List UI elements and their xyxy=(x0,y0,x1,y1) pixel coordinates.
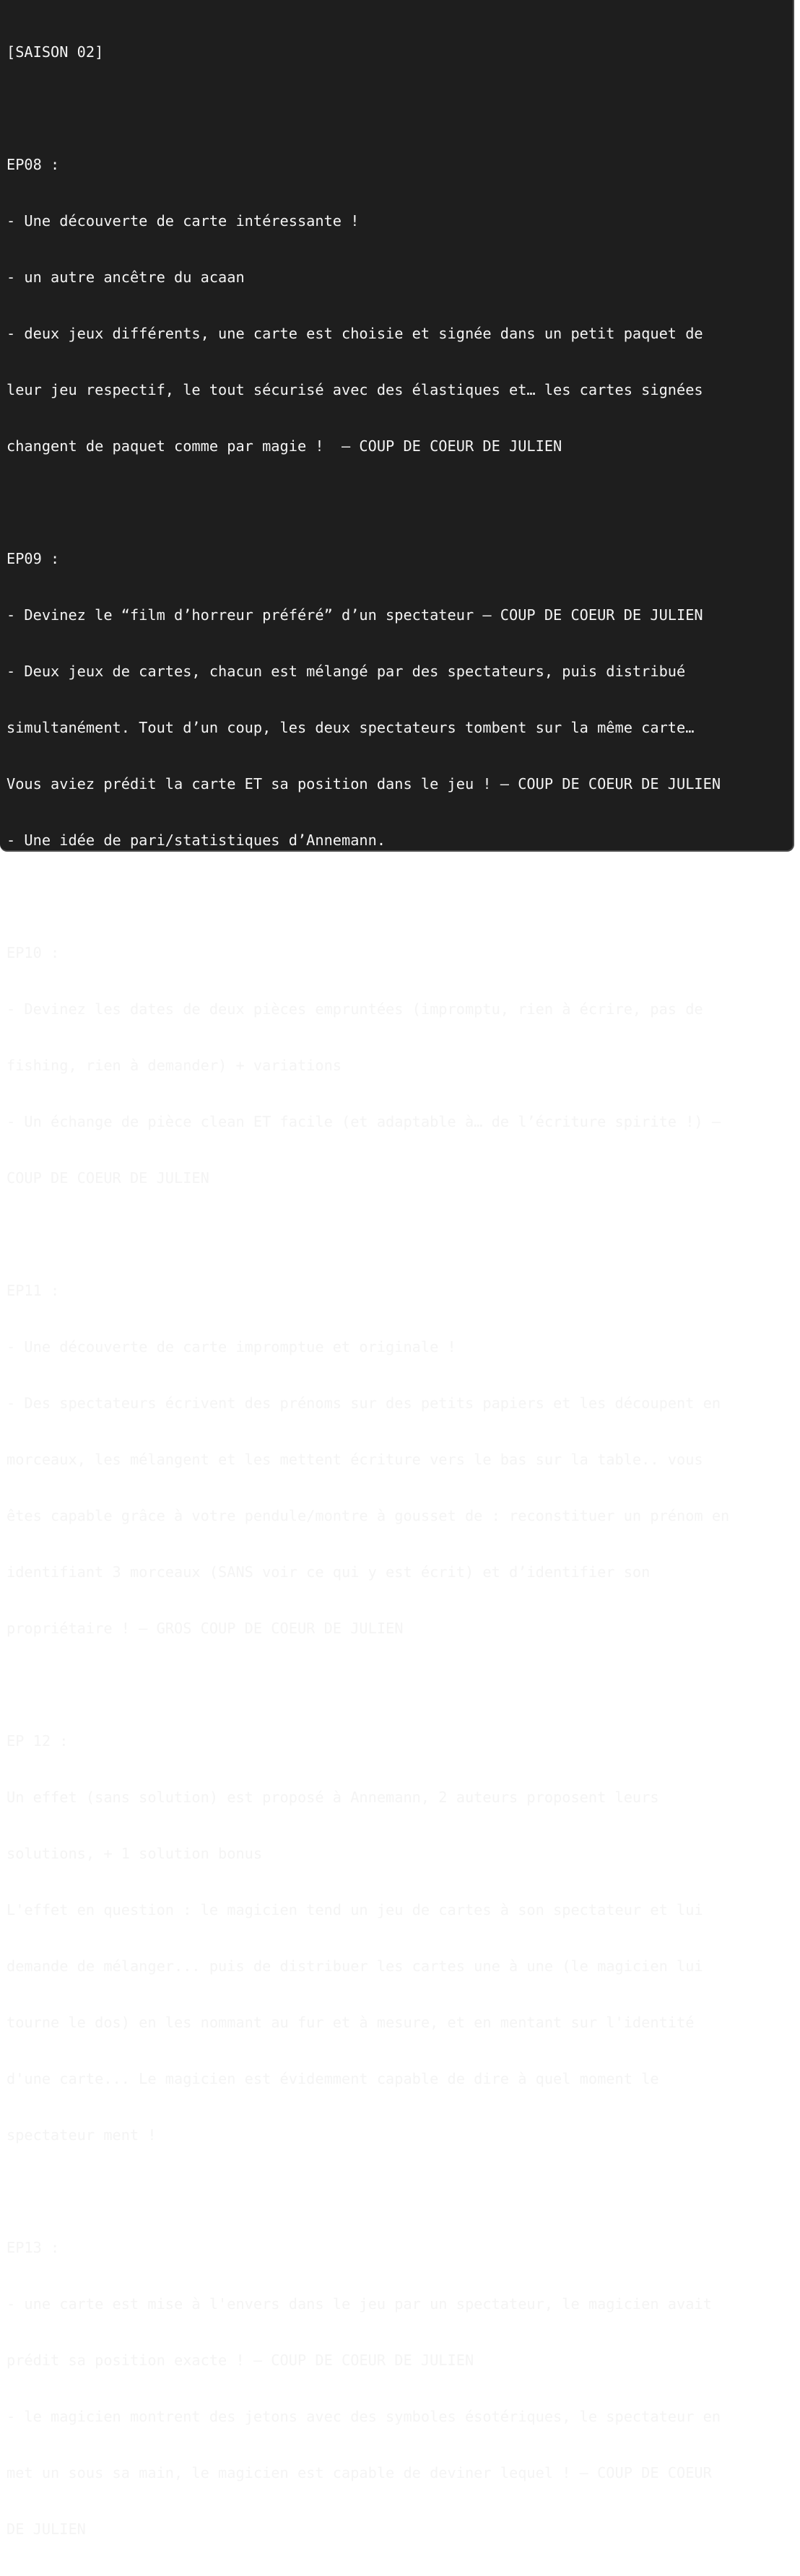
text-line: leur jeu respectif, le tout sécurisé avec des élastiques et… les cartes signées xyxy=(6,381,703,398)
text-line: - Une idée de pari/statistiques d’Annemann. xyxy=(6,831,386,849)
text-line: - un autre ancêtre du acaan xyxy=(6,268,245,286)
text-line xyxy=(6,1675,795,1694)
text-line: prédit sa position exacte ! – COUP DE COEUR DE JULIEN xyxy=(6,2352,474,2369)
text-line: EP 12 : xyxy=(6,1732,69,1750)
text-line: Vous aviez prédit la carte ET sa position dans le jeu ! – COUP DE COEUR DE JULIEN xyxy=(6,775,721,793)
text-line: d'une carte... Le magicien est évidemment capable de dire à quel moment le xyxy=(6,2070,659,2087)
text-line: L'effet en question : le magicien tend un jeu de cartes à son spectateur et lui xyxy=(6,1901,703,1918)
text-line: - Une découverte de carte impromptue et originale ! xyxy=(6,1338,456,1355)
text-line xyxy=(6,1225,795,1244)
text-line xyxy=(6,99,795,118)
text-line: - deux jeux différents, une carte est choisie et signée dans un petit paquet de xyxy=(6,325,703,342)
text-line: - Devinez le “film d’horreur préféré” d’un spectateur – COUP DE COEUR DE JULIEN xyxy=(6,606,703,624)
text-line: - Une découverte de carte intéressante ! xyxy=(6,212,360,230)
text-line: EP09 : xyxy=(6,550,60,567)
text-line: morceaux, les mélangent et les mettent écriture vers le bas sur la table.. vous xyxy=(6,1451,703,1468)
text-line: êtes capable grâce à votre pendule/montre à gousset de : reconstituer un prénom en xyxy=(6,1507,730,1524)
text-line: [SAISON 02] xyxy=(6,43,104,61)
text-line: fishing, rien à demander) + variations xyxy=(6,1057,342,1074)
text-line: propriétaire ! – GROS COUP DE COEUR DE JULIEN xyxy=(6,1620,404,1637)
text-line: changent de paquet comme par magie ! – COUP DE COEUR DE JULIEN xyxy=(6,437,562,455)
text-line: - une carte est mise à l'envers dans le jeu par un spectateur, le magicien avait xyxy=(6,2295,712,2313)
text-line: - le magicien montrent des jetons avec des symboles ésotériques, le spectateur en xyxy=(6,2408,721,2425)
text-line: EP11 : xyxy=(6,1282,60,1299)
terminal-text xyxy=(6,5,795,2576)
text-line: demande de mélanger... puis de distribuer les cartes une à une (le magicien lui xyxy=(6,1957,703,1975)
text-line: Un effet (sans solution) est proposé à Annemann, 2 auteurs proposent leurs xyxy=(6,1789,659,1806)
text-line xyxy=(6,887,795,906)
text-line: solutions, + 1 solution bonus xyxy=(6,1845,263,1862)
text-line: - Devinez les dates de deux pièces empruntées (impromptu, rien à écrire, pas de xyxy=(6,1000,703,1018)
text-line xyxy=(6,493,795,512)
text-line: EP08 : xyxy=(6,156,60,173)
text-line: - Un échange de pièce clean ET facile (et adaptable à… de l’écriture spirite !) – xyxy=(6,1113,721,1130)
text-line: EP13 : xyxy=(6,2239,60,2256)
text-line: identifiant 3 morceaux (SANS voir ce qui y est écrit) et d’identifier son xyxy=(6,1563,651,1581)
text-line: tourne le dos) en les nommant au fur et à mesure, et en mentant sur l'identité xyxy=(6,2014,695,2031)
text-line: spectateur ment ! xyxy=(6,2126,157,2144)
text-line: - Deux jeux de cartes, chacun est mélangé par des spectateurs, puis distribué xyxy=(6,663,686,680)
text-line: simultanément. Tout d’un coup, les deux spectateurs tombent sur la même carte… xyxy=(6,719,695,736)
text-line: - Des spectateurs écrivent des prénoms sur des petits papiers et les découpent en xyxy=(6,1394,721,1412)
text-line: met un sous sa main, le magicien est capable de deviner lequel ! – COUP DE COEUR xyxy=(6,2464,712,2481)
text-line: DE JULIEN xyxy=(6,2520,86,2538)
text-line xyxy=(6,2182,795,2201)
text-line: COUP DE COEUR DE JULIEN xyxy=(6,1169,209,1187)
text-line: EP10 : xyxy=(6,944,60,961)
